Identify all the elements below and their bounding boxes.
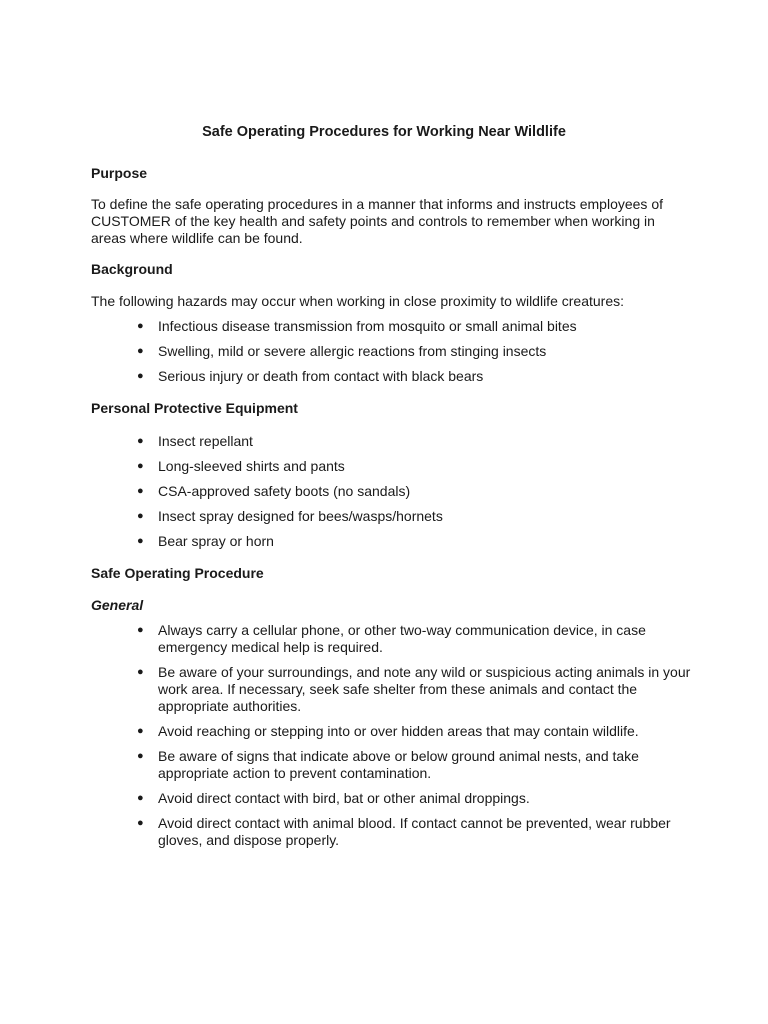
list-item-text: CSA-approved safety boots (no sandals) xyxy=(158,483,411,499)
bullet-icon: ● xyxy=(137,624,144,636)
bullet-icon: ● xyxy=(137,485,144,497)
ppe-heading: Personal Protective Equipment xyxy=(91,400,298,416)
sop-general-list xyxy=(134,622,694,857)
list-item xyxy=(134,483,694,500)
bullet-icon: ● xyxy=(137,750,144,762)
purpose-heading: Purpose xyxy=(91,165,148,181)
list-item xyxy=(134,433,694,450)
list-item-text: Avoid direct contact with bird, bat or other animal droppings. xyxy=(158,790,530,806)
list-item-text: Bear spray or horn xyxy=(158,533,274,549)
list-item-text: Avoid reaching or stepping into or over hidden areas that may contain wildlife. xyxy=(158,723,639,739)
bullet-icon: ● xyxy=(137,666,144,678)
bullet-icon: ● xyxy=(137,460,144,472)
list-item xyxy=(134,343,694,360)
list-item-text: Swelling, mild or severe allergic reactions from stinging insects xyxy=(158,343,547,359)
bullet-icon: ● xyxy=(137,725,144,737)
list-item-text: Be aware of signs that indicate above or below ground animal nests, and take appropriate action to prevent contamination. xyxy=(158,748,639,781)
bullet-icon: ● xyxy=(137,370,144,382)
list-item xyxy=(134,790,694,807)
bullet-icon: ● xyxy=(137,320,144,332)
list-item xyxy=(134,318,694,335)
list-item xyxy=(134,458,694,475)
bullet-icon: ● xyxy=(137,345,144,357)
bullet-icon: ● xyxy=(137,535,144,547)
bullet-icon: ● xyxy=(137,792,144,804)
list-item xyxy=(134,508,694,525)
list-item-text: Always carry a cellular phone, or other two-way communication device, in case emergency medical help is required. xyxy=(158,622,646,655)
ppe-list xyxy=(134,433,694,558)
list-item xyxy=(134,622,694,656)
list-item-text: Infectious disease transmission from mosquito or small animal bites xyxy=(158,318,577,334)
list-item xyxy=(134,748,694,782)
sop-general-subheading: General xyxy=(91,597,144,613)
list-item-text: Be aware of your surroundings, and note any wild or suspicious acting animals in your work area. If necessary, seek safe shelter from these animals and contact the appropriate authorities. xyxy=(158,664,691,714)
list-item-text: Avoid direct contact with animal blood. If contact cannot be prevented, wear rubber gloves, and dispose properly. xyxy=(158,815,671,848)
bullet-icon: ● xyxy=(137,817,144,829)
sop-heading: Safe Operating Procedure xyxy=(91,565,264,581)
hazards-list xyxy=(134,318,694,393)
purpose-text: To define the safe operating procedures in a manner that informs and instructs employees of CUSTOMER of the key health and safety points and controls to remember when working in areas where wildlife can be found. xyxy=(91,196,663,246)
list-item-text: Long-sleeved shirts and pants xyxy=(158,458,345,474)
list-item-text: Insect repellant xyxy=(158,433,253,449)
list-item xyxy=(134,664,694,715)
bullet-icon: ● xyxy=(137,510,144,522)
list-item xyxy=(134,368,694,385)
document-title: Safe Operating Procedures for Working Near Wildlife xyxy=(202,124,566,140)
background-intro: The following hazards may occur when working in close proximity to wildlife creatures: xyxy=(91,293,624,309)
bullet-icon: ● xyxy=(137,435,144,447)
list-item xyxy=(134,723,694,740)
list-item-text: Serious injury or death from contact with black bears xyxy=(158,368,484,384)
background-heading: Background xyxy=(91,261,173,277)
list-item-text: Insect spray designed for bees/wasps/hornets xyxy=(158,508,443,524)
list-item xyxy=(134,815,694,849)
list-item xyxy=(134,533,694,550)
